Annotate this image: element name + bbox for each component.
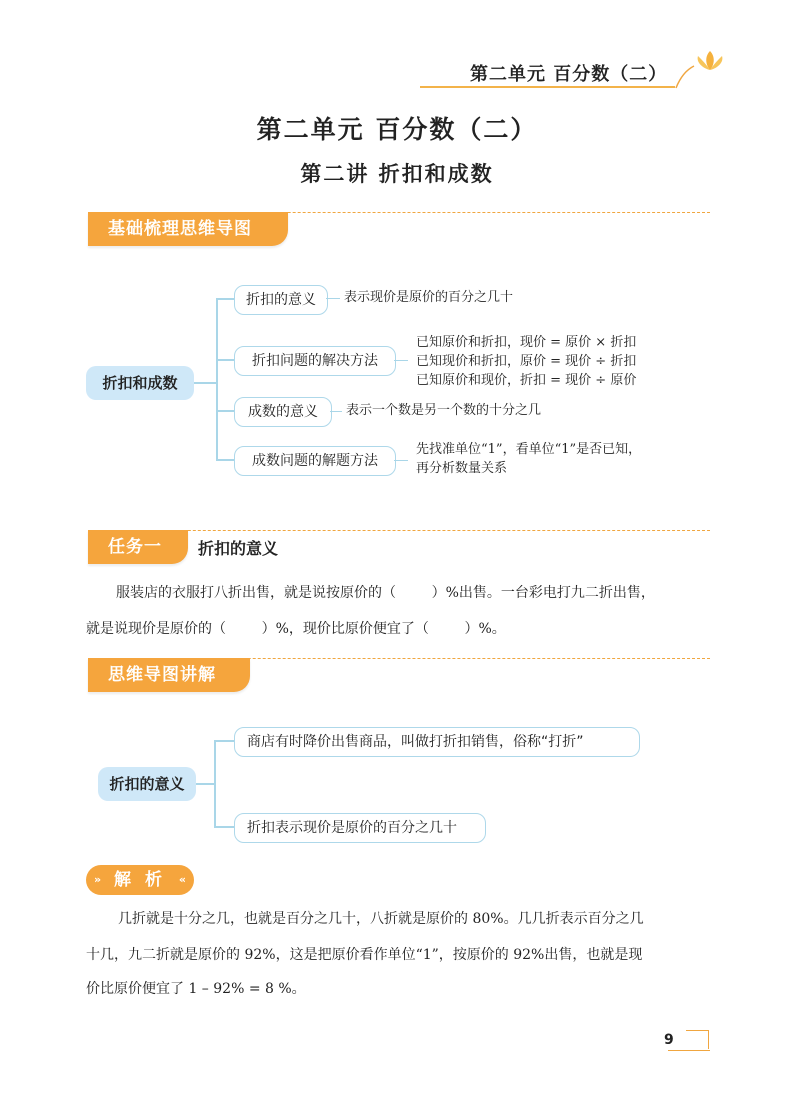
section-tab-explain: 思维导图讲解	[88, 658, 250, 692]
branch-desc: 表示一个数是另一个数的十分之几	[346, 403, 542, 418]
connector	[216, 298, 234, 300]
branch-desc: 再分析数量关系	[416, 461, 508, 476]
branch-discount-expression: 折扣表示现价是原价的百分之几十	[234, 813, 486, 843]
task-text-line: 服装店的衣服打八折出售，就是说按原价的（ ）%出售。一台彩电打九二折出售，	[116, 585, 655, 601]
mindmap-root: 折扣和成数	[86, 366, 194, 400]
unit-title: 第二单元 百分数（二）	[256, 115, 538, 144]
analysis-line: 十几，九二折就是原价的 92%，这是把原价看作单位“1”，按原价的 92%出售，也就是现	[86, 947, 643, 963]
chevron-right-icon: »	[94, 873, 102, 886]
connector	[214, 826, 234, 828]
branch-discount-method: 折扣问题的解决方法	[234, 346, 396, 376]
connector	[394, 460, 408, 461]
branch-desc: 已知原价和现价，折扣 = 现价 ÷ 原价	[416, 373, 637, 388]
connector	[216, 459, 234, 461]
branch-discount-definition: 商店有时降价出售商品，叫做打折扣销售，俗称“打折”	[234, 727, 640, 757]
task-tab: 任务一	[88, 530, 188, 564]
branch-desc: 表示现价是原价的百分之几十	[344, 290, 514, 305]
connector	[216, 410, 234, 412]
task-title: 折扣的意义	[198, 539, 279, 558]
connector	[196, 783, 216, 785]
analysis-badge	[86, 865, 194, 895]
branch-desc: 已知现价和折扣，原价 = 现价 ÷ 折扣	[416, 354, 637, 369]
connector	[216, 359, 234, 361]
branch-desc: 先找准单位“1”，看单位“1”是否已知，	[416, 442, 642, 457]
task-text-line: 就是说现价是原价的（ ）%，现价比原价便宜了（ ）%。	[86, 621, 506, 637]
branch-percent-method: 成数问题的解题方法	[234, 446, 396, 476]
lecture-title: 第二讲 折扣和成数	[300, 162, 494, 186]
branch-percent-meaning: 成数的意义	[234, 397, 332, 427]
analysis-label: 解 析	[114, 870, 166, 890]
analysis-line: 价比原价便宜了 1 – 92% = 8 %。	[86, 981, 306, 997]
analysis-line: 几折就是十分之几，也就是百分之几十，八折就是原价的 80%。几几折表示百分之几	[118, 911, 644, 927]
header-swirl-icon	[672, 62, 696, 90]
chevron-left-icon: «	[178, 873, 186, 886]
section-tab-mindmap: 基础梳理思维导图	[88, 212, 288, 246]
header-rule	[420, 86, 675, 88]
connector	[394, 360, 408, 361]
connector	[194, 382, 218, 384]
page-corner-mark	[686, 1030, 709, 1049]
mindmap-root: 折扣的意义	[98, 767, 196, 801]
connector	[330, 411, 342, 412]
running-title: 第二单元 百分数（二）	[470, 64, 668, 85]
branch-desc: 已知原价和折扣，现价 = 原价 × 折扣	[416, 335, 637, 350]
connector	[214, 740, 216, 828]
connector	[326, 298, 340, 299]
connector	[214, 740, 234, 742]
page-number: 9	[664, 1032, 674, 1048]
lotus-icon	[692, 50, 728, 72]
page-rule	[668, 1050, 710, 1051]
connector	[216, 298, 218, 460]
branch-discount-meaning: 折扣的意义	[234, 285, 328, 315]
